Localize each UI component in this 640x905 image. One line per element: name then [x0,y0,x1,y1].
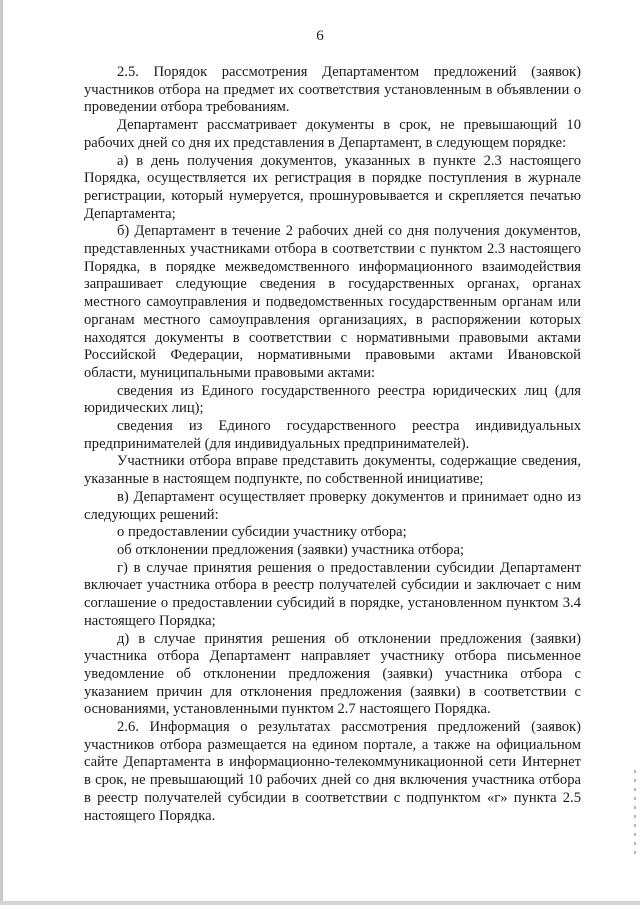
paragraph-item-d: д) в случае принятия решения об отклонении предложения (заявки) участника отбора Департамент направляет участнику отбора письменное уведомление об отклонении предложения (заявки) участника отбора с указанием причин для отклонения предложения (заявки) в соответствии с основаниями, установленными пунктом 2.7 настоящего Порядка. [84,630,581,718]
page-number: 6 [316,28,324,44]
scan-left-edge [0,0,3,905]
paragraph-egrul: сведения из Единого государственного реестра юридических лиц (для юридических лиц); [84,382,581,417]
paragraph-item-b: б) Департамент в течение 2 рабочих дней со дня получения документов, представленных участниками отбора в соответствии с пунктом 2.3 настоящего Порядка, в порядке межведомственного информационного взаимодействия запрашивает следующие сведения в государственных органах, органах местного самоуправления и подведомственных государственным органам или органам местного самоуправления организациях, в распоряжении которых находятся документы в соответствии с нормативными правовыми актами Российской Федерации, нормативными правовыми актами Ивановской области, муниципальными правовыми актами: [84,223,581,381]
paragraph-own-initiative: Участники отбора вправе представить документы, содержащие сведения, указанные в настоящем подпункте, по собственной инициативе; [84,453,581,488]
paragraph-2-5-heading: 2.5. Порядок рассмотрения Департаментом предложений (заявок) участников отбора на предмет их соответствия установленным в объявлении о проведении отбора требованиям. [84,64,581,116]
scan-right-mark [634,770,636,860]
paragraph-item-v: в) Департамент осуществляет проверку документов и принимает одно из следующих решений: [84,488,581,523]
paragraph-decision-reject: об отклонении предложения (заявки) участника отбора; [117,541,465,558]
document-body [84,64,581,825]
paragraph-egrip: сведения из Единого государственного реестра индивидуальных предпринимателей (для индивидуальных предпринимателей). [84,418,581,452]
paragraph-decision-grant: о предоставлении субсидии участнику отбора; [117,524,407,541]
paragraph-item-g: г) в случае принятия решения о предоставлении субсидии Департамент включает участника отбора в реестр получателей субсидии и заключает с ним соглашение о предоставлении субсидий в порядке, установленном пунктом 3.4 настоящего Порядка; [84,559,581,629]
paragraph-review-term: Департамент рассматривает документы в срок, не превышающий 10 рабочих дней со дня их представления в Департамент, в следующем порядке: [84,117,581,151]
paragraph-2-6: 2.6. Информация о результатах рассмотрения предложений (заявок) участников отбора размещается на едином портале, а также на официальном сайте Департамента в информационно-телекоммуникационной сети Интернет в срок, не превышающий 10 рабочих дней со дня включения участника отбора в реестр получателей субсидии в соответствии с подпунктом «г» пункта 2.5 настоящего Порядка. [84,719,581,824]
scan-bottom-edge [0,901,640,905]
paragraph-item-a: а) в день получения документов, указанных в пункте 2.3 настоящего Порядка, осуществляется их регистрация в порядке поступления в журнале регистрации, который нумеруется, прошнуровывается и скрепляется печатью Департамента; [84,152,581,222]
